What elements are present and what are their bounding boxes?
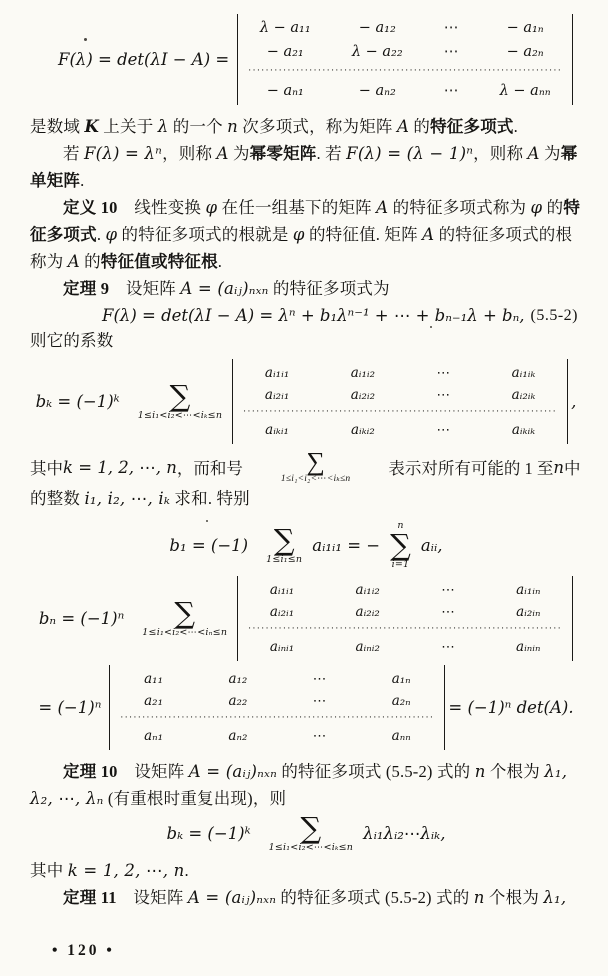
matrix-ellipsis-row: ········································································	[243, 409, 558, 416]
matrix-cell: aᵢ₁ᵢ₂	[350, 365, 376, 381]
matrix-cell: ⋯	[443, 20, 459, 36]
text-run: 的整数	[30, 489, 85, 508]
matrix-cell: aᵢ₁ᵢ₁	[264, 365, 290, 381]
matrix-cell: aₙ₂	[228, 728, 248, 744]
matrix-ellipsis-row: ········································································	[120, 715, 435, 722]
summation-lower-limit: 1≤i₁<i₂<⋯<iₖ≤n	[137, 410, 223, 421]
text-run: 的特征值. 矩阵	[304, 225, 423, 244]
matrix-cell: aᵢₖᵢₖ	[511, 422, 536, 438]
scan-speck	[84, 38, 87, 41]
text-run: 是数域	[30, 117, 85, 136]
text-run: (有重根时重复出现)，则	[103, 789, 287, 808]
summation-lower-limit: 1≤i₁<i₂<⋯<iₖ≤n	[268, 842, 354, 853]
equation-lhs: bₙ = (−1)ⁿ	[38, 609, 125, 628]
scan-speck	[206, 520, 208, 522]
text-run: 则它的系数	[30, 331, 114, 350]
text-run: 上关于	[98, 117, 158, 136]
matrix-cell: ⋯	[312, 693, 327, 709]
text-run: n	[474, 762, 486, 781]
matrix-cell: aᵢ₂ᵢₖ	[511, 387, 536, 403]
text-run: 特征多项式	[30, 198, 581, 244]
text-run: A = (aᵢⱼ)ₙₓₙ	[180, 279, 269, 298]
matrix-cell: ⋯	[441, 582, 455, 598]
text-run: A	[216, 144, 229, 163]
text-run: 次多项式，称为矩阵	[237, 117, 397, 136]
matrix-cell: aᵢ₂ᵢ₂	[355, 604, 380, 620]
matrix-cell: − a₁ₙ	[506, 20, 544, 36]
text-run: 为	[539, 144, 561, 163]
text-run: 中	[564, 459, 581, 478]
text-run: 特征值或特征根	[100, 252, 218, 271]
paragraph-sum-explanation	[30, 449, 582, 512]
determinant-matrix	[237, 14, 573, 105]
equation-tail: aᵢᵢ,	[420, 535, 443, 555]
equation-tail: ,	[571, 392, 577, 411]
text-run: n	[473, 888, 485, 907]
text-run: 的	[79, 252, 101, 271]
summation-symbol	[390, 520, 411, 570]
theorem-9-label: 定理 9	[63, 279, 110, 298]
summation-symbol	[268, 811, 354, 853]
text-run: 幂单矩阵	[30, 144, 578, 190]
matrix-cell: a₁ₙ	[391, 671, 411, 687]
matrix-cell: λ − a₂₂	[351, 44, 403, 60]
text-run: 求和. 特别	[170, 489, 250, 508]
sigma-glyph: ∑	[306, 447, 325, 476]
sigma-glyph: ∑	[300, 811, 322, 845]
text-run: 的	[542, 198, 564, 217]
equation-lhs: F(λ) = det(λI − A) =	[58, 50, 230, 69]
matrix-cell: ⋯	[443, 44, 459, 60]
sigma-glyph: ∑	[390, 528, 411, 562]
matrix-cell: a₂₁	[144, 693, 163, 709]
text-run: 的特征多项式的根称为	[30, 225, 573, 271]
matrix-cell: ⋯	[312, 728, 327, 744]
equation-lhs: b₁ = (−1)	[169, 535, 249, 555]
text-run: φ	[530, 198, 543, 217]
theorem-10-label: 定理 10	[63, 762, 118, 781]
matrix-cell: ⋯	[436, 387, 451, 403]
text-run: .	[80, 171, 85, 190]
matrix-cell: aᵢₙᵢ₂	[355, 639, 380, 655]
text-run: F(λ) = λⁿ	[84, 144, 163, 163]
paragraph-intro	[30, 113, 582, 140]
paragraph-theorem-10	[30, 758, 582, 812]
equation-5-5-2	[30, 306, 582, 325]
text-run: φ	[292, 225, 305, 244]
matrix-cell: ⋯	[436, 365, 451, 381]
paragraph-coefficients	[30, 327, 582, 354]
matrix-cell: aᵢₙᵢ₁	[269, 639, 295, 655]
text-run: 表示对所有可能的 1 至	[388, 459, 554, 478]
matrix-cell: − aₙ₁	[266, 83, 304, 99]
sigma-glyph: ∑	[273, 522, 295, 557]
matrix-cell: ⋯	[441, 639, 455, 655]
theorem-11-label: 定理 11	[63, 888, 117, 907]
text-run: 其中	[30, 861, 68, 880]
text-run: A	[396, 117, 410, 136]
text-run: 其中	[30, 459, 63, 478]
text-run: ，则称	[473, 144, 528, 163]
text-run: 设矩阵	[109, 279, 181, 298]
text-run: 设矩阵	[117, 762, 189, 781]
equation-bn-det-continued	[30, 665, 582, 750]
matrix-cell: aᵢₙᵢₙ	[516, 639, 541, 655]
text-run: .	[513, 117, 518, 136]
text-run: λ₂, ⋯, λₙ	[30, 789, 104, 808]
matrix-ellipsis-row: ········································································	[248, 626, 563, 633]
equation-bn-determinant	[30, 576, 582, 661]
summation-symbol	[142, 596, 228, 638]
text-run: 的特征多项式为	[268, 279, 390, 298]
equation-lhs: bₖ = (−1)ᵏ	[166, 824, 251, 843]
text-run: A	[67, 252, 80, 271]
text-run: K	[84, 117, 99, 136]
text-run: 线性变换	[117, 198, 206, 217]
matrix-cell: − a₁₂	[358, 20, 396, 36]
matrix-cell: aᵢ₁ᵢ₂	[355, 582, 380, 598]
paragraph-nilpotent-unipotent	[30, 140, 582, 194]
determinant-matrix	[232, 359, 568, 444]
matrix-cell: aᵢ₁ᵢₖ	[511, 365, 536, 381]
text-run: A = (aᵢⱼ)ₙₓₙ	[188, 762, 278, 781]
paragraph-definition-10	[30, 194, 582, 275]
text-run: n	[227, 117, 238, 136]
scan-speck	[430, 326, 432, 328]
equation-b1-trace	[30, 520, 582, 570]
equation-body: F(λ) = det(λI − A) = λⁿ + b₁λⁿ⁻¹ + ⋯ + bₙ₋₁λ + bₙ,	[102, 306, 525, 325]
text-run: 设矩阵	[116, 888, 188, 907]
text-run: 个根为	[485, 762, 545, 781]
text-run: . 若	[316, 144, 347, 163]
matrix-cell: ⋯	[436, 422, 451, 438]
matrix-cell: aᵢ₂ᵢ₁	[269, 604, 295, 620]
text-run: .	[96, 225, 106, 244]
determinant-matrix	[237, 576, 573, 661]
matrix-cell: aᵢ₁ᵢₙ	[516, 582, 541, 598]
text-run: A	[376, 198, 389, 217]
text-run: A	[527, 144, 540, 163]
matrix-cell: aₙₙ	[391, 728, 411, 744]
text-run: λ₁,	[544, 762, 568, 781]
text-run: 特征多项式	[430, 117, 514, 136]
equation-rhs: λᵢ₁λᵢ₂⋯λᵢₖ,	[363, 824, 446, 843]
text-run: 若	[63, 144, 85, 163]
text-run: ，则称	[162, 144, 217, 163]
matrix-cell: aᵢ₂ᵢₙ	[516, 604, 541, 620]
sum-explanation-line-1	[30, 449, 582, 485]
text-run: 的特征多项式称为	[388, 198, 531, 217]
equation-char-poly-determinant	[58, 14, 582, 105]
matrix-cell: λ − aₙₙ	[499, 83, 551, 99]
equation-bk-determinant	[30, 359, 582, 444]
text-run: φ	[105, 225, 118, 244]
matrix-cell: ⋯	[312, 671, 327, 687]
matrix-cell: − a₂ₙ	[506, 44, 544, 60]
sigma-glyph: ∑	[174, 596, 196, 630]
text-run: 在任一组基下的矩阵	[217, 198, 377, 217]
text-run: λ	[157, 117, 169, 136]
text-run: k = 1, 2, ⋯, n	[63, 457, 177, 477]
matrix-cell: ⋯	[443, 83, 459, 99]
matrix-cell: aₙ₁	[144, 728, 164, 744]
definition-10-label: 定义 10	[63, 198, 118, 217]
matrix-cell: aᵢ₂ᵢ₁	[264, 387, 290, 403]
sigma-glyph: ∑	[169, 379, 191, 413]
paragraph-theorem-9	[30, 275, 582, 302]
equation-lhs: bₖ = (−1)ᵏ	[35, 392, 120, 411]
determinant-matrix	[109, 665, 445, 750]
summation-lower-limit: 1≤i₁<i₂<⋯<iₙ≤n	[142, 627, 228, 638]
text-run: ，而和号	[176, 459, 243, 478]
text-run: A	[422, 225, 435, 244]
summation-symbol	[266, 522, 303, 565]
text-run: 的特征多项式的根就是	[117, 225, 293, 244]
text-run: 的特征多项式 (5.5-2) 式的	[276, 888, 474, 907]
equation-middle: aᵢ₁ᵢ₁ = −	[312, 535, 381, 555]
matrix-cell: aᵢₖᵢ₂	[350, 422, 375, 438]
text-run: .	[184, 861, 189, 880]
summation-lower-limit: 1≤i₁<i₂<⋯<iₖ≤n	[280, 474, 351, 484]
matrix-cell: ⋯	[441, 604, 455, 620]
summation-upper-limit: n	[397, 520, 404, 531]
equation-lhs: = (−1)ⁿ	[38, 698, 102, 717]
text-run: A = (aᵢⱼ)ₙₓₙ	[187, 888, 277, 907]
matrix-cell: − a₂₁	[266, 44, 304, 60]
matrix-cell: a₂ₙ	[391, 693, 411, 709]
paragraph-k-range	[30, 857, 582, 884]
paragraph-theorem-11	[30, 884, 582, 911]
page-number: • 120 •	[52, 942, 115, 959]
text-run: 幂零矩阵	[249, 144, 317, 163]
text-run: 的特征多项式 (5.5-2) 式的	[277, 762, 475, 781]
text-run: n	[553, 457, 564, 477]
text-run: 的	[409, 117, 431, 136]
text-run: i₁, i₂, ⋯, iₖ	[84, 489, 171, 508]
text-run: k = 1, 2, ⋯, n	[67, 861, 185, 880]
text-run: .	[217, 252, 223, 271]
equation-bk-lambda-products	[30, 811, 582, 853]
text-run: λ₁,	[543, 888, 567, 907]
matrix-cell: aᵢ₂ᵢ₂	[350, 387, 376, 403]
matrix-cell: a₂₂	[228, 693, 248, 709]
matrix-cell: λ − a₁₁	[259, 20, 311, 36]
summation-lower-limit: i=1	[391, 559, 410, 570]
matrix-cell: a₁₁	[144, 671, 163, 687]
summation-symbol	[281, 449, 350, 485]
equation-number-tag: (5.5-2)	[530, 306, 578, 324]
text-run: 的一个	[168, 117, 228, 136]
text-run: φ	[205, 198, 218, 217]
sum-explanation-line-2	[30, 485, 582, 512]
equation-rhs: = (−1)ⁿ det(A).	[448, 698, 574, 717]
matrix-cell: aᵢₖᵢ₁	[265, 422, 289, 438]
matrix-ellipsis-row: ········································································	[248, 68, 563, 75]
summation-lower-limit: 1≤i₁≤n	[266, 553, 303, 565]
text-run: F(λ) = (λ − 1)ⁿ	[346, 144, 474, 163]
matrix-cell: a₁₂	[228, 671, 248, 687]
summation-symbol	[137, 379, 223, 421]
text-run: 个根为	[484, 888, 544, 907]
text-run: 为	[228, 144, 250, 163]
matrix-cell: aᵢ₁ᵢ₁	[269, 582, 295, 598]
matrix-cell: − aₙ₂	[358, 83, 396, 99]
